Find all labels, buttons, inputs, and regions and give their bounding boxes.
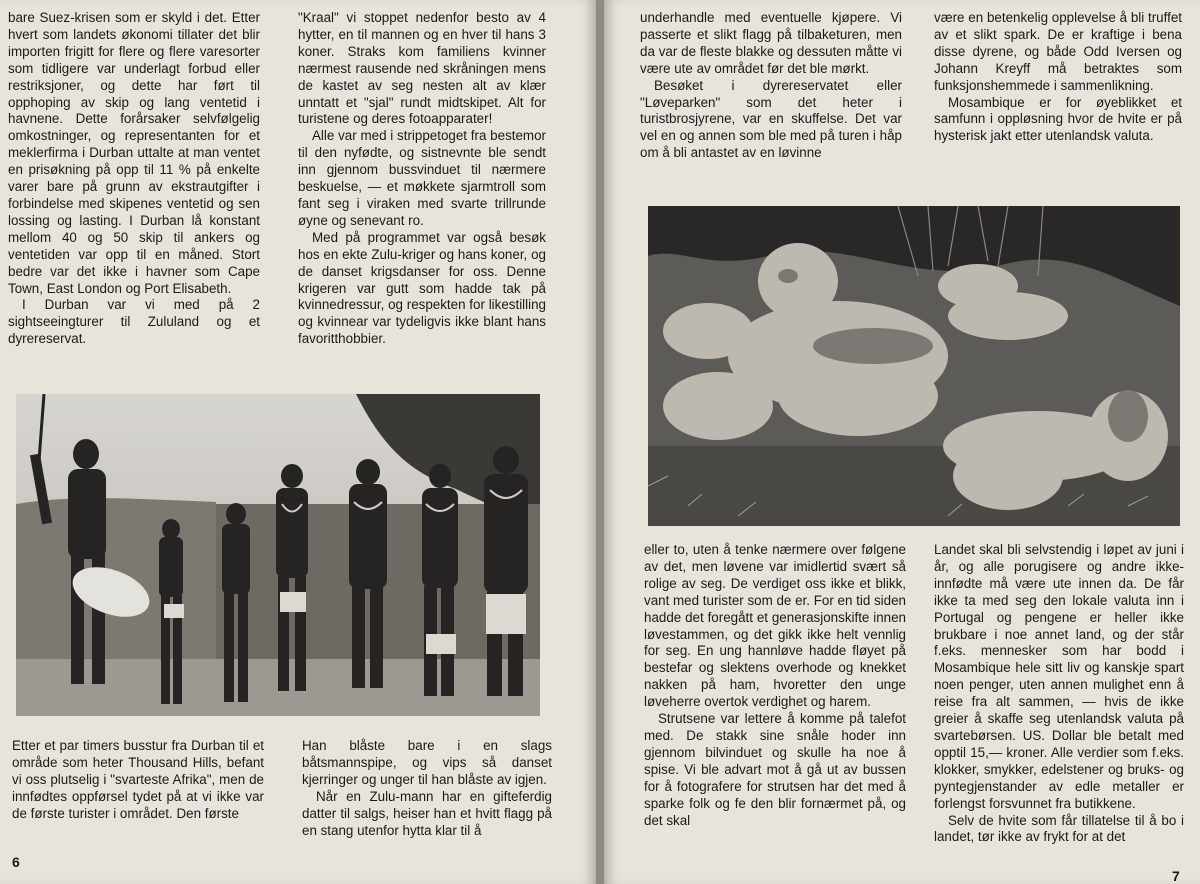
paragraph: I Durban var vi med på 2 sightseeingturer til Zululand og et dyrereservat.	[8, 297, 260, 347]
right-page	[604, 0, 1200, 884]
right-column-1-bottom	[644, 542, 906, 856]
paragraph: Han blåste bare i en slags båtsmannspipe, og vips så danset kjerringer og unger til han blåste av igjen.	[302, 738, 552, 787]
paragraph: Etter et par timers busstur fra Durban til et område som heter Thousand Hills, befant vi oss plutselig i "svarteste Afrika", men de innfødtes oppførsel tydet på at vi ikke var de første turister i området. Den første	[12, 738, 264, 821]
paragraph: Landet skal bli selvstendig i løpet av juni i år, og alle porugisere og andre ikke-innfødte må være ute innen da. De får ikke ta med seg den lokale valuta inn i Portugal og pengene er heller ikke brukbare i noe annet land, og der står f.eks. mennesker som har bodd i Mosambique hele sitt liv og kanskje spart noen penger, uten annen mulighet enn å reise fra alt sammen, — hvis de ikke greier å skaffe seg utenlandsk valuta på svartebørsen. US. Dollar ble betalt med opptil 15,— kroner. Alle verdier som f.eks. klokker, smykker, edelstener og bruks- og pyntegjenstander av edle metaller er forlengst forsvunnet fra butikkene.	[934, 542, 1184, 811]
paragraph: eller to, uten å tenke nærmere over følgene av det, men løvene var imidlertid svært så rolige av seg. De verdiget oss ikke et blikk, vant med turister som de er. For en tid siden hadde det foregått et generasjonskifte innen løvestammen, og det gikk ikke helt vennlig for seg. En ung hannløve hadde fløyet på bestefar og slektens overhode og knekket nakken på ham, hvoretter den unge løveherre overtok verdighet og harem.	[644, 542, 906, 710]
paragraph: Alle var med i strippetoget fra bestemor til den nyfødte, og sistnevnte ble sendt inn gjennom bussvinduet til nærmere beskuelse, — et møkkete sjarmtroll som fant seg i viraken med svarte trillrunde øyne og senevant ro.	[298, 128, 546, 228]
zulu-family-photo	[16, 394, 540, 716]
left-column-1-top	[8, 10, 260, 370]
page-number-left: 6	[12, 854, 20, 870]
left-page	[0, 0, 596, 884]
right-column-2-top	[934, 10, 1182, 196]
paragraph: være en betenkelig opplevelse å bli truffet av et slikt spark. De er kraftige i bena disse dyrene, og både Odd Iversen og Johann Kreyff må betraktes som funksjonshemmede i sammenlikning.	[934, 10, 1182, 93]
right-column-1-top	[640, 10, 902, 196]
paragraph: Selv de hvite som får tillatelse til å bo i landet, tør ikke av frykt for at det	[934, 812, 1184, 845]
paragraph: "Kraal" vi stoppet nedenfor besto av 4 hytter, en til mannen og en hver til hans 3 koner. Straks kom familiens kvinner nærmest rausende ned skråningen mens de kastet av seg nesten alt av klær unntatt et "sjal" rundt midtskipet. Alt for turistene og deres fotoapparater!	[298, 10, 546, 127]
paragraph: Besøket i dyrereservatet eller "Løveparken" som det heter i turistbrosjyrene, var en skuffelse. Det var vel en og annen som ble med på turen i håp om å bli antastet av en løvinne	[640, 77, 902, 161]
left-column-1-bottom	[12, 738, 264, 838]
paragraph: Strutsene var lettere å komme på talefot med. De stakk sine snåle hoder inn gjennom bilvinduet og skulle ha noe å spise. Vi ble advart mot å gå ut av bussen for å fotografere for strutsen har det med å sparke folk og fe den blir fornærmet på, og det skal	[644, 711, 906, 828]
paragraph: underhandle med eventuelle kjøpere. Vi passerte et slikt flagg på tilbaketuren, men da var de fleste blakke og dessuten måtte vi være ute av området før det ble mørkt.	[640, 10, 902, 76]
paragraph: bare Suez-krisen som er skyld i det. Etter hvert som landets økonomi tillater det blir importen frigitt for flere og flere varesorter som tidligere var underlagt forbud eller restriksjoner, og dette har ført til opphoping av skip og lang ventetid i havnene. Dette forårsaker selvfølgelig omkostninger, og representanten for et meklerfirma i Durban uttalte at man ventet en prisøkning på opp til 11 % på enkelte varer bare på grunn av ekstrautgifter i forbindelse med skipenes ventetid og sen lossing og lasting. I Durban lå konstant mellom 40 og 50 skip til ankers og ventetiden var opp til en måned. Stort bedre var det ikke i havner som Cape Town, East London og Port Elisabeth.	[8, 10, 260, 296]
lion-pride-photo	[648, 206, 1180, 526]
paragraph: Mosambique er for øyeblikket et samfunn i oppløsning hvor de hvite er på hysterisk jakt etter utenlandsk valuta.	[934, 94, 1182, 144]
paragraph: Når en Zulu-mann har en gifteferdig datter til salgs, heiser han et hvitt flagg på en stang utenfor hytta klar til å	[302, 788, 552, 838]
paragraph: Med på programmet var også besøk hos en ekte Zulu-kriger og hans koner, og de danset krigsdanser for oss. Denne krigeren var gutt som hadde tak på kvinnedressur, og respekten for likestilling og kvinnear var tydeligvis ikke blant hans favoritthobbier.	[298, 229, 546, 347]
page-number-right: 7	[1172, 868, 1180, 884]
left-column-2-bottom	[302, 738, 552, 838]
left-column-2-top	[298, 10, 546, 370]
right-column-2-bottom	[934, 542, 1184, 856]
